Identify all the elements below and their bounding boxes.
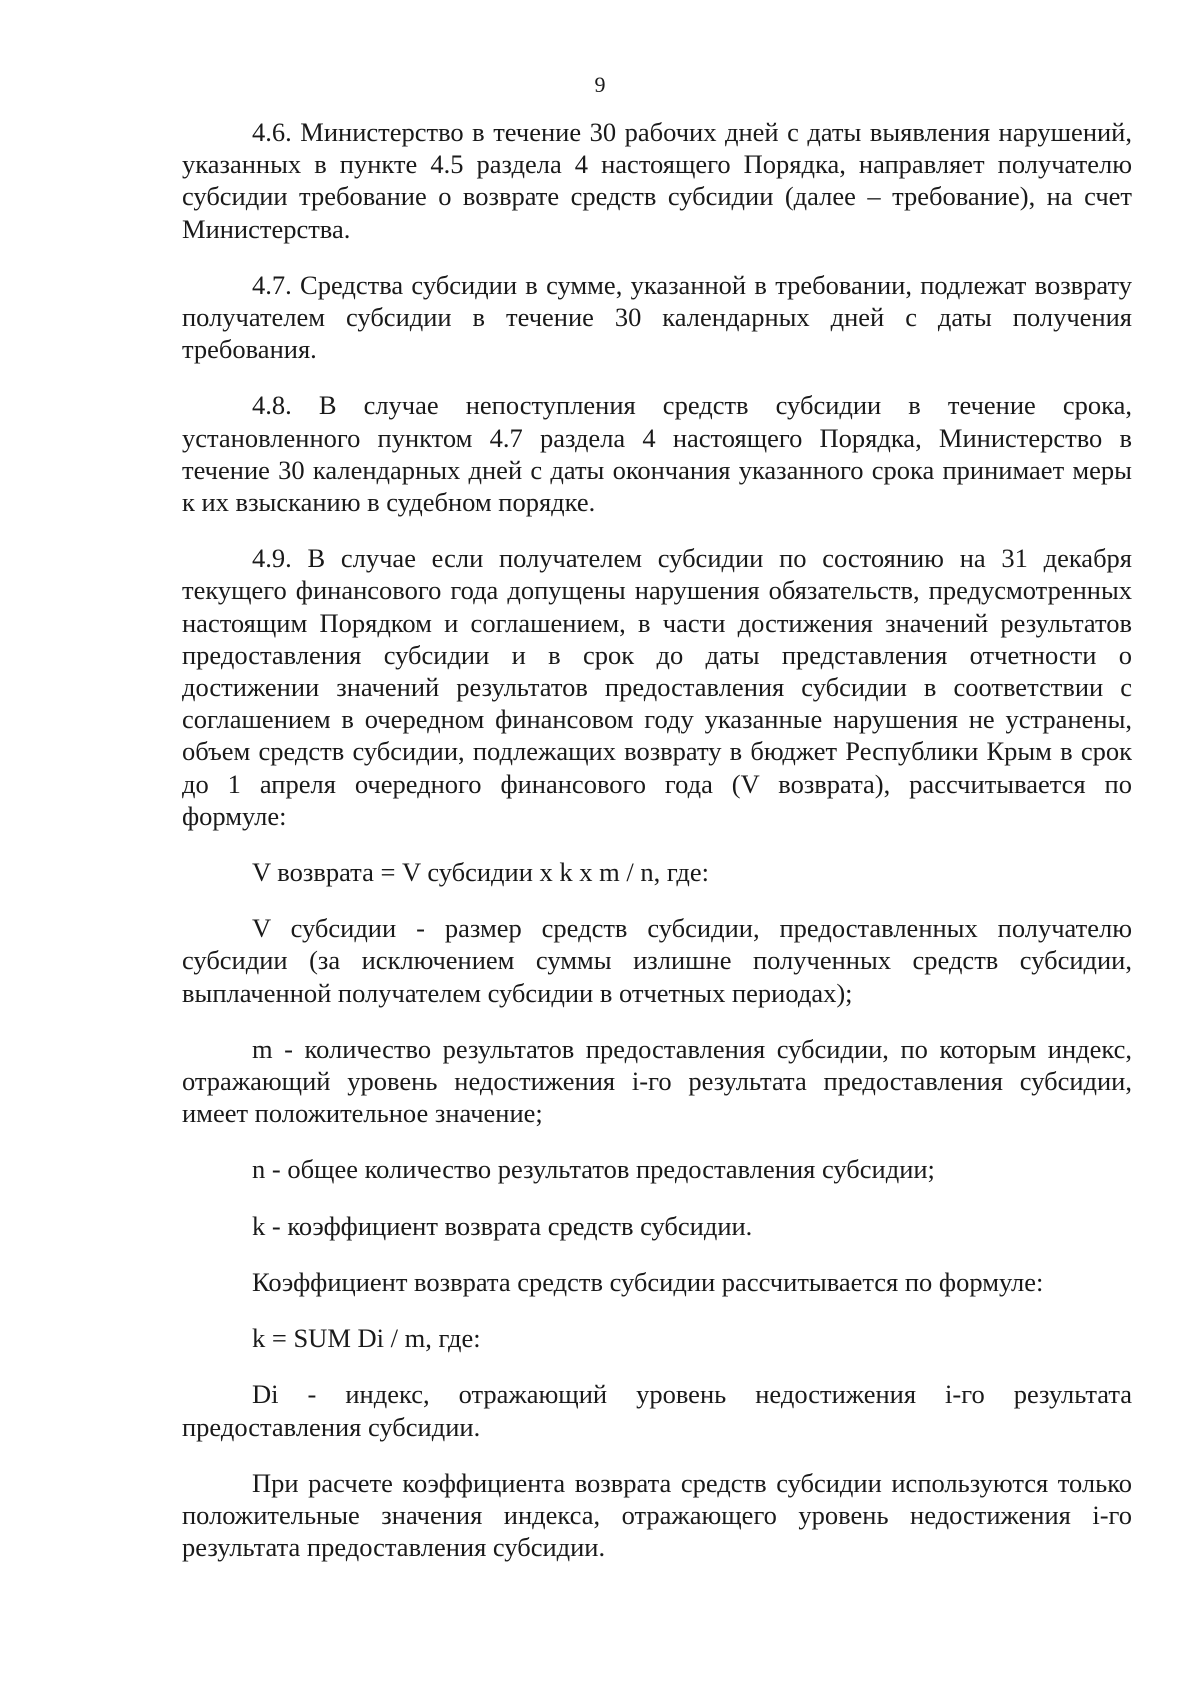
paragraph-4-9: 4.9. В случае если получателем субсидии по состоянию на 31 декабря текущего финансового года допущены нарушения обязательств, предусмотренных настоящим Порядком и соглашением, в части достижения значений результатов предоставления субсидии и в срок до даты представления отчетности о достижении значений результатов предоставления субсидии в соответствии с соглашением в очередном финансовом году указанные нарушения не устранены, объем средств субсидии, подлежащих возврату в бюджет Республики Крым в срок до 1 апреля очередного финансового года (V возврата), рассчитывается по формуле: xyxy=(182,543,1132,831)
definition-k: k - коэффициент возврата средств субсидии. xyxy=(252,1210,753,1241)
paragraph-positive-values: При расчете коэффициента возврата средств субсидии используются только положительные значения индекса, отражающего уровень недостижения i-го результата предоставления субсидии. xyxy=(182,1467,1132,1563)
coefficient-intro: Коэффициент возврата средств субсидии рассчитывается по формуле: xyxy=(252,1266,1044,1297)
paragraph-4-8: 4.8. В случае непоступления средств субсидии в течение срока, установленного пунктом 4.7 раздела 4 настоящего Порядка, Министерство в течение 30 календарных дней с даты окончания указанного срока принимает меры к их взысканию в судебном порядке. xyxy=(182,390,1132,518)
definition-n: n - общее количество результатов предоставления субсидии; xyxy=(252,1154,935,1185)
paragraph-4-7: 4.7. Средства субсидии в сумме, указанной в требовании, подлежат возврату получателем субсидии в течение 30 календарных дней с даты получения требования. xyxy=(182,269,1132,365)
definition-m: m - количество результатов предоставления субсидии, по которым индекс, отражающий уровень недостижения i-го результата предоставления субсидии, имеет положительное значение; xyxy=(182,1033,1132,1129)
page-number: 9 xyxy=(594,72,606,97)
formula-k: k = SUM Di / m, где: xyxy=(252,1323,481,1354)
paragraph-4-6: 4.6. Министерство в течение 30 рабочих дней с даты выявления нарушений, указанных в пункте 4.5 раздела 4 настоящего Порядка, направляет получателю субсидии требование о возврате средств субсидии (далее – требование), на счет Министерства. xyxy=(182,117,1132,244)
document-body xyxy=(182,116,1132,1586)
definition-di: Di - индекс, отражающий уровень недостижения i-го результата предоставления субсидии. xyxy=(182,1379,1132,1442)
definition-v-subsidy: V субсидии - размер средств субсидии, предоставленных получателю субсидии (за исключением суммы излишне полученных средств субсидии, выплаченной получателем субсидии в отчетных периодах); xyxy=(182,913,1132,1008)
formula-v-return: V возврата = V субсидии x k x m / n, где: xyxy=(252,857,710,888)
